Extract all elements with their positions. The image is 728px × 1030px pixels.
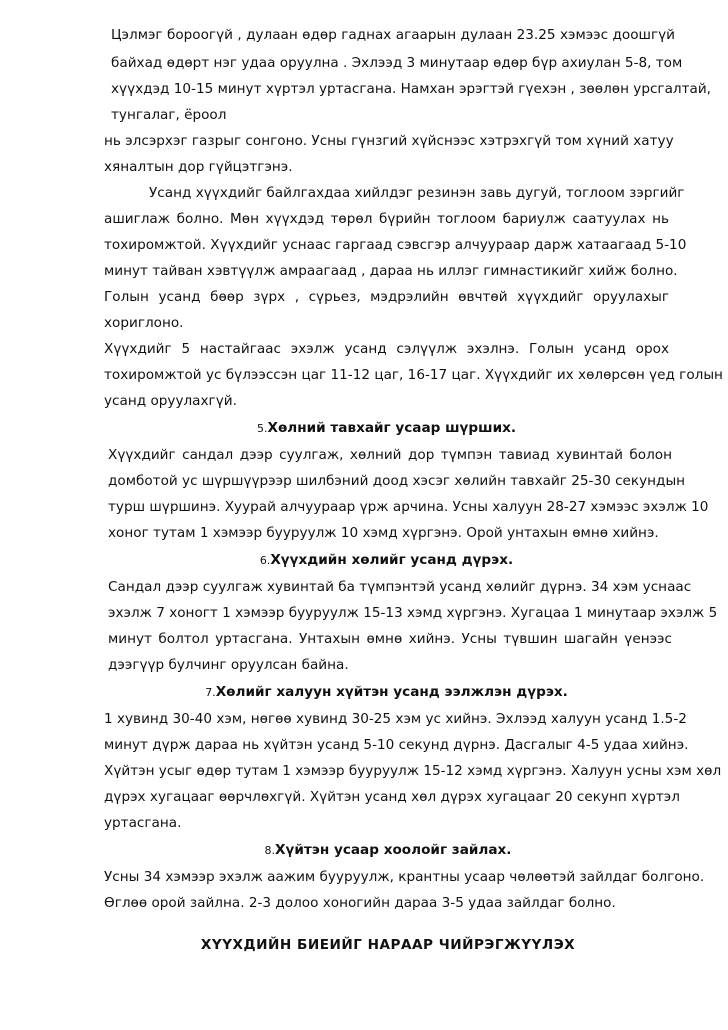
paragraph-line: турш шүршинэ. Хуурай алчуураар үрж арчина. Усны халуун 28-27 хэмээс эхэлж 10 bbox=[108, 499, 709, 515]
section-heading bbox=[104, 683, 669, 702]
paragraph-line: Цэлмэг бороогүй , дулаан өдөр гаднах агаарын дулаан 23.25 хэмээс доошгүй bbox=[111, 27, 675, 43]
paragraph-line: тохиромжтой ус бүлээссэн цаг 11-12 цаг, 16-17 цаг. Хүүхдийг их хөлөрсөн үед голын bbox=[104, 367, 723, 383]
section-heading bbox=[104, 419, 669, 438]
paragraph-line: хоног тутам 1 хэмээр бууруулж 10 хэмд хүргэнэ. Орой унтахын өмнө хийнэ. bbox=[108, 525, 659, 541]
paragraph-line: Хүйтэн усыг өдөр тутам 1 хэмээр бууруулж 15-12 хэмд хүргэнэ. Халуун усны хэм хөл bbox=[104, 763, 722, 779]
chapter-title: ХҮҮХДИЙН БИЕИЙГ НАРААР ЧИЙРЭГЖҮҮЛЭХ bbox=[200, 937, 576, 953]
paragraph-line: дүрэх хугацааг өөрчлөхгүй. Хүйтэн усанд хөл дүрэх хугацааг 20 секунп хүртэл bbox=[104, 789, 680, 805]
paragraph-line: ашиглаж болно. Мөн хүүхдэд төрөл бүрийн тоглоом бариулж саатуулах нь bbox=[104, 211, 669, 227]
section-heading bbox=[104, 551, 669, 570]
section-title: Хөлний тавхайг усаар шүрших. bbox=[267, 420, 517, 436]
paragraph-line: хориглоно. bbox=[104, 315, 184, 331]
section-title: Хүйтэн усаар хоолойг зайлах. bbox=[275, 842, 512, 858]
paragraph-line: хяналтын дор гүйцэтгэнэ. bbox=[104, 159, 293, 175]
section-heading bbox=[104, 841, 672, 860]
paragraph-line: тохиромжтой. Хүүхдийг уснаас гаргаад сэвсгэр алчуураар дарж хатаагаад 5-10 bbox=[104, 237, 687, 253]
paragraph-line: Сандал дээр суулгаж хувинтай ба түмпэнтэй усанд хөлийг дүрнэ. 34 хэм уснаас bbox=[108, 579, 692, 595]
paragraph-line: минут болтол уртасгана. Унтахын өмнө хийнэ. Усны түвшин шагайн үенээс bbox=[108, 631, 672, 647]
section-number: 8. bbox=[264, 844, 276, 857]
paragraph-line: Өглөө орой зайлна. 2-3 долоо хоногийн дараа 3-5 удаа зайлдаг болно. bbox=[104, 895, 616, 911]
paragraph-line: уртасгана. bbox=[104, 815, 182, 831]
paragraph-line: байхад өдөрт нэг удаа оруулна . Эхлээд 3 минутаар өдөр бүр ахиулан 5-8, том bbox=[111, 55, 683, 71]
paragraph-line: нь элсэрхэг газрыг сонгоно. Усны гүнзгий хүйснээс хэтрэхгүй том хүний хатуу bbox=[104, 133, 674, 149]
section-number: 7. bbox=[205, 686, 216, 699]
paragraph-line: тунгалаг, ёроол bbox=[111, 107, 227, 123]
paragraph-line: Хүүхдийг 5 настайгаас эхэлж усанд сэлүүлж эхэлнэ. Голын усанд орох bbox=[104, 341, 669, 357]
paragraph-line: усанд оруулахгүй. bbox=[104, 393, 237, 409]
paragraph-line: 1 хувинд 30-40 хэм, нөгөө хувинд 30-25 хэм ус хийнэ. Эхлээд халуун усанд 1.5-2 bbox=[104, 711, 687, 727]
paragraph-line: минут тайван хэвтүүлж амраагаад , дараа нь иллэг гимнастикийг хийж болно. bbox=[104, 263, 678, 279]
paragraph-line: домботой ус шүршүүрээр шилбэний доод хэсэг хөлийн тавхайг 25-30 секундын bbox=[108, 473, 686, 489]
paragraph-line: дээгүүр булчинг оруулсан байна. bbox=[108, 657, 349, 673]
paragraph-line: Голын усанд бөөр зүрх , сүрьез, мэдрэлийн өвчтөй хүүхдийг оруулахыг bbox=[104, 289, 669, 305]
paragraph-line: Хүүхдийг сандал дээр суулгаж, хөлний дор түмпэн тавиад хувинтай болон bbox=[108, 447, 672, 463]
section-title: Хөлийг халуун хүйтэн усанд ээлжлэн дүрэх. bbox=[215, 684, 568, 700]
paragraph-line: Усанд хүүхдийг байлгахдаа хийлдэг резинэн завь дугуй, тоглоом зэргийг bbox=[149, 185, 685, 201]
section-number: 6. bbox=[259, 554, 271, 567]
paragraph-line: хүүхдэд 10-15 минут хүртэл уртасгана. Намхан эрэгтэй гүехэн , зөөлөн урсгалтай, bbox=[111, 81, 711, 97]
paragraph-line: эхэлж 7 хоногт 1 хэмээр бууруулж 15-13 хэмд хүргэнэ. Хугацаа 1 минутаар эхэлж 5 bbox=[108, 605, 718, 621]
paragraph-line: минут дүрж дараа нь хүйтэн усанд 5-10 секунд дүрнэ. Дасгалыг 4-5 удаа хийнэ. bbox=[104, 737, 689, 753]
section-number: 5. bbox=[256, 422, 268, 435]
paragraph-line: Усны 34 хэмээр эхэлж аажим бууруулж, крантны усаар чөлөөтэй зайлдаг болгоно. bbox=[104, 869, 705, 885]
section-title: Хүүхдийн хөлийг усанд дүрэх. bbox=[270, 552, 514, 568]
